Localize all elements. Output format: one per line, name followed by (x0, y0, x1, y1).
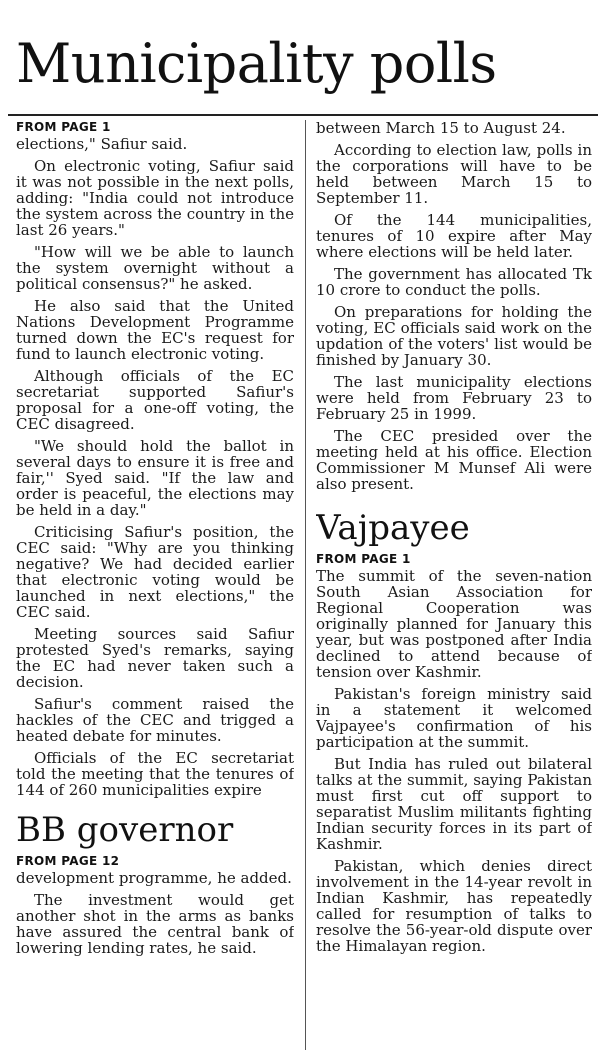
article-paragraph: The CEC presided over the meeting held at his office. Election Commissioner M Munsef Ali were also present. (316, 427, 592, 493)
article-paragraph: According to election law, polls in the corporations will have to be held between March 15 to September 11. (316, 141, 592, 207)
article-paragraph: elections," Safiur said. (16, 135, 188, 153)
article-paragraph: The investment would get another shot in the arms as banks have assured the central bank of lowering lending rates, he said. (16, 891, 294, 957)
article-paragraph: The last municipality elections were held from February 23 to February 25 in 1999. (316, 373, 592, 423)
article-paragraph: "We should hold the ballot in several days to ensure it is free and fair,'' Syed said. "If the law and order is peaceful, the elections may be held in a day." (16, 437, 294, 519)
left-column (16, 120, 294, 1050)
jump-line-vajpayee: FROM PAGE 1 (316, 552, 411, 566)
article-paragraph: between March 15 to August 24. (316, 120, 566, 137)
right-column (316, 120, 592, 1050)
article-paragraph: The summit of the seven-nation South Asian Association for Regional Cooperation was originally planned for January this year, but was postponed after India declined to attend because of tension over Kashmir. (316, 567, 592, 681)
article-paragraph: On preparations for holding the voting, EC officials said work on the updation of the voters' list would be finished by January 30. (316, 303, 592, 369)
article-paragraph: Of the 144 municipalities, tenures of 10 expire after May where elections will be held later. (316, 211, 592, 261)
subhead-vajpayee: Vajpayee (316, 508, 470, 548)
column-divider (305, 120, 306, 1050)
jump-line-bb-governor: FROM PAGE 12 (16, 854, 120, 868)
jump-line-municipality: FROM PAGE 1 (16, 120, 111, 134)
article-paragraph: On electronic voting, Safiur said it was not possible in the next polls, adding: "India could not introduce the system across the country in the last 26 years." (16, 157, 294, 239)
article-paragraph: Criticising Safiur's position, the CEC said: "Why are you thinking negative? We had decided earlier that electronic voting would be launched in next elections," the CEC said. (16, 523, 294, 621)
article-paragraph: But India has ruled out bilateral talks at the summit, saying Pakistan must first cut off support to separatist Muslim militants fighting Indian security forces in its part of Kashmir. (316, 755, 592, 853)
article-paragraph: "How will we be able to launch the system overnight without a political consensus?" he asked. (16, 243, 294, 293)
headline: Municipality polls (16, 32, 497, 95)
article-paragraph: Pakistan, which denies direct involvement in the 14-year revolt in Indian Kashmir, has repeatedly called for resumption of talks to resolve the 56-year-old dispute over the Himalayan region. (316, 857, 592, 955)
article-paragraph: He also said that the United Nations Development Programme turned down the EC's request for fund to launch electronic voting. (16, 297, 294, 363)
article-paragraph: Meeting sources said Safiur protested Syed's remarks, saying the EC had never taken such a decision. (16, 625, 294, 691)
headline-rule (8, 114, 598, 116)
article-paragraph: Pakistan's foreign ministry said in a statement it welcomed Vajpayee's confirmation of his participation at the summit. (316, 685, 592, 751)
article-paragraph: The government has allocated Tk 10 crore to conduct the polls. (316, 265, 592, 299)
article-paragraph: development programme, he added. (16, 869, 292, 887)
article-paragraph: Although officials of the EC secretariat supported Safiur's proposal for a one-off voting, the CEC disagreed. (16, 367, 294, 433)
subhead-bb-governor: BB governor (16, 810, 234, 850)
article-paragraph: Officials of the EC secretariat told the meeting that the tenures of 144 of 260 municipalities expire (16, 749, 294, 799)
article-paragraph: Safiur's comment raised the hackles of the CEC and trigged a heated debate for minutes. (16, 695, 294, 745)
